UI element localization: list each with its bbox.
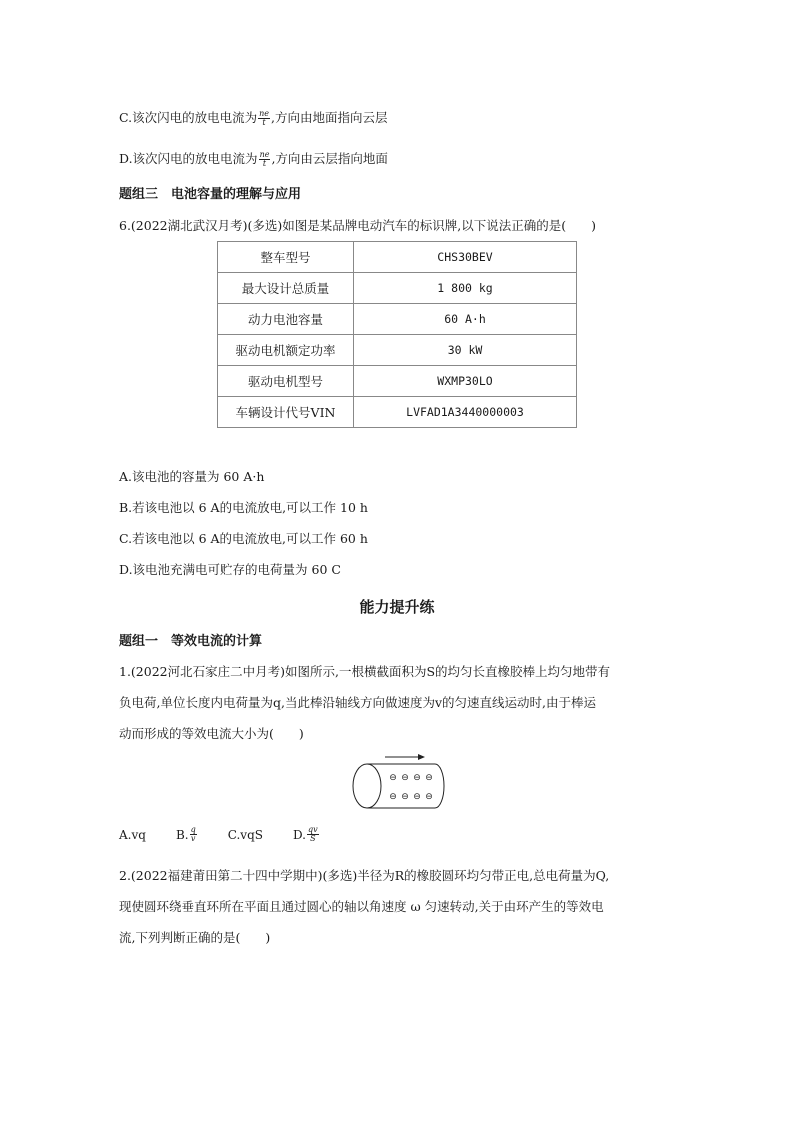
section-title: 能力提升练 [359, 598, 435, 616]
q6-option-b: B.若该电池以 6 A的电流放电,可以工作 10 h [119, 500, 368, 515]
negative-charge-icon: ⊖ [425, 773, 433, 783]
arrow-head [418, 754, 425, 760]
negative-charge-icon: ⊖ [413, 792, 421, 802]
q5-option-c: C.该次闪电的放电电流为 $\frac{ne}{t}$ ,方向由地面指向云层 [119, 109, 388, 127]
table-row: 驱动电机型号 WXMP30LO [218, 366, 577, 397]
negative-charge-icon: ⊖ [389, 792, 397, 802]
p2-stem-line-1: 2.(2022福建莆田第二十四中学期中)(多选)半径为R的橡胶圆环均匀带正电,总电荷量为Q, [119, 868, 610, 883]
p1-option-a: A.vq [119, 827, 146, 842]
rod-end-face [353, 764, 381, 808]
fraction: $\frac{ne}{t}$ [259, 109, 269, 127]
group3-heading: 题组三 电池容量的理解与应用 [119, 187, 302, 202]
group1-heading: 题组一 等效电流的计算 [119, 634, 263, 649]
negative-charge-icon: ⊖ [413, 773, 421, 783]
fraction: $\frac{ne}{t}$ [259, 150, 270, 168]
p2-stem-line-3: 流,下列判断正确的是( ) [119, 930, 271, 945]
p1-options [119, 826, 350, 843]
p1-stem-line-2: 负电荷,单位长度内电荷量为q,当此棒沿轴线方向做速度为v的匀速直线运动时,由于棒运 [119, 695, 596, 710]
p1-option-d: D. $\frac{qv}{S}$ [292, 825, 318, 843]
charged-rod-figure [345, 752, 455, 812]
q6-option-c: C.若该电池以 6 A的电流放电,可以工作 60 h [119, 531, 368, 546]
negative-charge-icon: ⊖ [425, 792, 433, 802]
q6-option-a: A.该电池的容量为 60 A·h [119, 469, 265, 484]
p1-stem-line-3: 动而形成的等效电流大小为( ) [119, 726, 304, 741]
table-row: 驱动电机额定功率 30 kW [218, 335, 577, 366]
q6-option-d: D.该电池充满电可贮存的电荷量为 60 C [119, 562, 341, 577]
table-row: 动力电池容量 60 A·h [218, 304, 577, 335]
negative-charge-icon: ⊖ [389, 773, 397, 783]
table-row: 最大设计总质量 1 800 kg [218, 273, 577, 304]
table-row: 车辆设计代号VIN LVFAD1A3440000003 [218, 397, 577, 428]
p2-stem-line-2: 现使圆环绕垂直环所在平面且通过圆心的轴以角速度 ω 匀速转动,关于由环产生的等效电 [119, 899, 604, 914]
q6-stem: 6.(2022湖北武汉月考)(多选)如图是某品牌电动汽车的标识牌,以下说法正确的是( ) [119, 218, 596, 233]
p1-stem-line-1: 1.(2022河北石家庄二中月考)如图所示,一根横截面积为S的均匀长直橡胶棒上均匀地带有 [119, 664, 611, 679]
q5-option-d: D.该次闪电的放电电流为 $\frac{ne}{t}$ ,方向由云层指向地面 [119, 150, 388, 168]
p1-option-b: B. $\frac{q}{v}$ [175, 825, 196, 843]
negative-charge-icon: ⊖ [401, 773, 409, 783]
fraction: $\frac{q}{v}$ [190, 825, 196, 843]
vehicle-spec-table [217, 241, 577, 428]
p1-option-c: C.vqS [227, 827, 263, 842]
fraction: $\frac{qv}{S}$ [307, 825, 318, 843]
table-row: 整车型号 CHS30BEV [218, 242, 577, 273]
negative-charge-icon: ⊖ [401, 792, 409, 802]
